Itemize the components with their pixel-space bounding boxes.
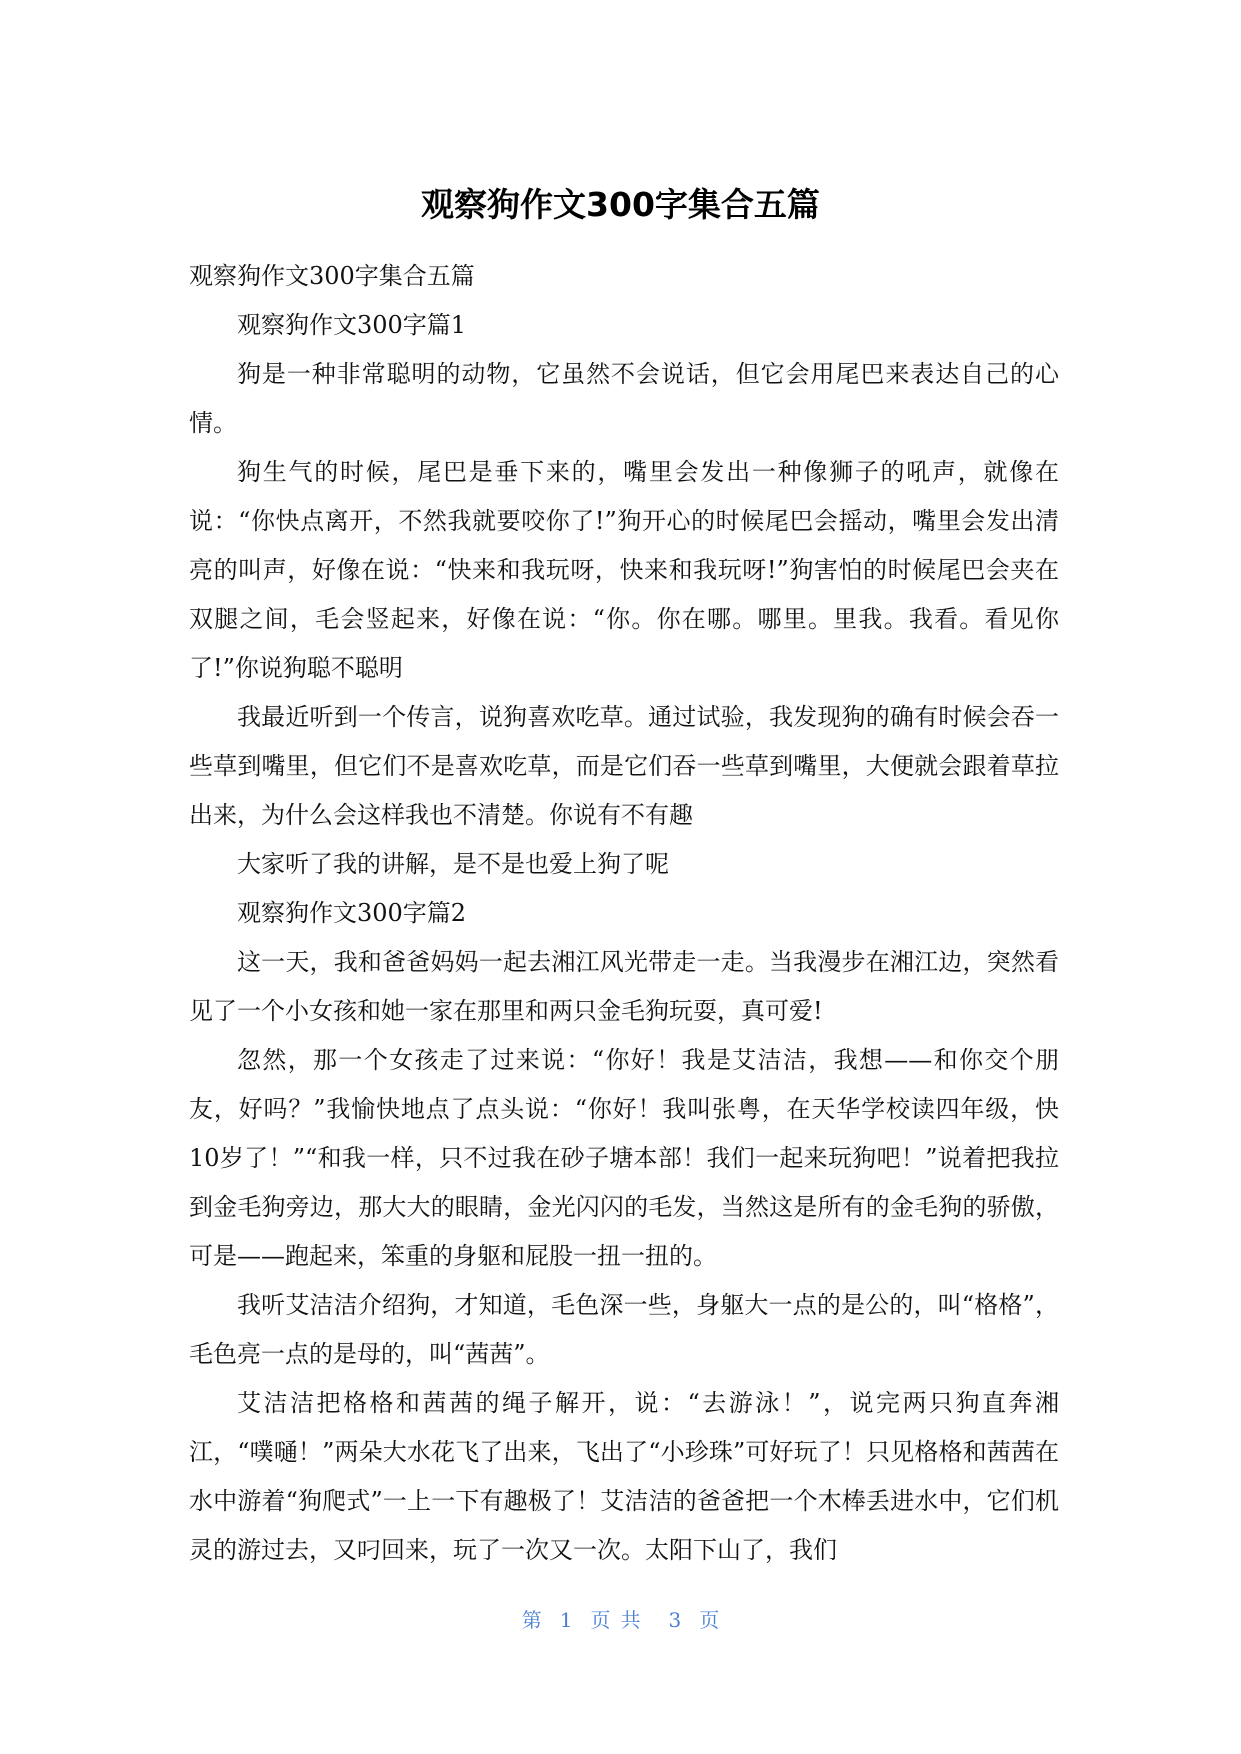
subtitle-line: 观察狗作文300字集合五篇 xyxy=(189,262,475,290)
paragraph: 我最近听到一个传言，说狗喜欢吃草。通过试验，我发现狗的确有时候会吞一些草到嘴里，但它们不是喜欢吃草，而是它们吞一些草到嘴里，大便就会跟着草拉出来，为什么会这样我也不清楚。你说有不有趣 xyxy=(189,703,1059,829)
paragraph: 狗生气的时候，尾巴是垂下来的，嘴里会发出一种像狮子的吼声，就像在说：“你快点离开，不然我就要咬你了!”狗开心的时候尾巴会摇动，嘴里会发出清亮的叫声，好像在说：“快来和我玩呀，快来和我玩呀!”狗害怕的时候尾巴会夹在双腿之间，毛会竖起来，好像在说：“你。你在哪。哪里。里我。我看。看见你了!”你说狗聪不聪明 xyxy=(189,458,1059,682)
footer-total-pages: 3 xyxy=(668,1608,682,1632)
paragraph: 狗是一种非常聪明的动物，它虽然不会说话，但它会用尾巴来表达自己的心情。 xyxy=(189,360,1059,437)
document-title: 观察狗作文300字集合五篇 xyxy=(421,185,820,224)
paragraph: 大家听了我的讲解，是不是也爱上狗了呢 xyxy=(237,850,669,878)
paragraph: 我听艾洁洁介绍狗，才知道，毛色深一些，身躯大一点的是公的，叫“格格”，毛色亮一点的是母的，叫“茜茜”。 xyxy=(189,1291,1059,1368)
footer-middle: 页共 xyxy=(590,1608,651,1632)
paragraph: 艾洁洁把格格和茜茜的绳子解开，说：“去游泳！”，说完两只狗直奔湘江，“噗嗵！”两朵大水花飞了出来，飞出了“小珍珠”可好玩了！只见格格和茜茜在水中游着“狗爬式”一上一下有趣极了！艾洁洁的爸爸把一个木棒丢进水中，它们机灵的游过去，又叼回来，玩了一次又一次。太阳下山了，我们 xyxy=(189,1389,1059,1564)
footer-prefix: 第 xyxy=(521,1608,542,1632)
page-footer xyxy=(0,1606,1241,1634)
footer-suffix: 页 xyxy=(699,1608,720,1632)
section-heading-1: 观察狗作文300字篇1 xyxy=(237,311,467,339)
section-heading-2: 观察狗作文300字篇2 xyxy=(237,899,467,927)
document-body xyxy=(189,252,1059,1575)
paragraph: 忽然，那一个女孩走了过来说：“你好！我是艾洁洁，我想——和你交个朋友，好吗？”我愉快地点了点头说：“你好！我叫张粤，在天华学校读四年级，快10岁了！”“和我一样，只不过我在砂子塘本部！我们一起来玩狗吧！”说着把我拉到金毛狗旁边，那大大的眼睛，金光闪闪的毛发，当然这是所有的金毛狗的骄傲，可是——跑起来，笨重的身躯和屁股一扭一扭的。 xyxy=(189,1046,1059,1270)
paragraph: 这一天，我和爸爸妈妈一起去湘江风光带走一走。当我漫步在湘江边，突然看见了一个小女孩和她一家在那里和两只金毛狗玩耍，真可爱! xyxy=(189,948,1059,1025)
footer-current-page: 1 xyxy=(559,1608,573,1632)
